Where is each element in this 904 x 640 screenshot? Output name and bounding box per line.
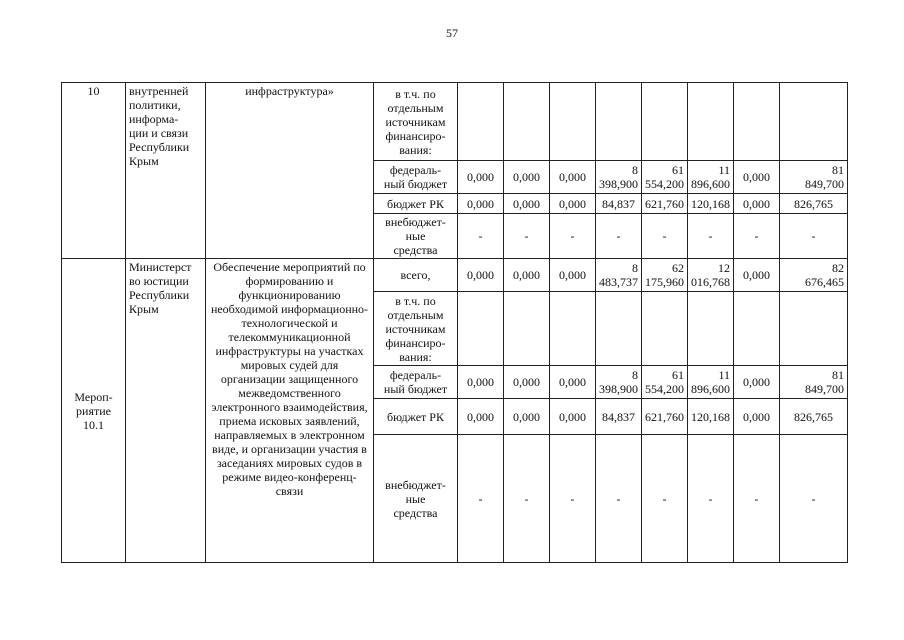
- event-name-cell: инфраструктура»: [206, 83, 374, 259]
- amount-cell: [780, 292, 848, 366]
- amount-cell: 0,000: [734, 399, 780, 435]
- amount-cell: 826,765: [780, 194, 848, 214]
- funding-source-cell: бюджет РК: [374, 194, 458, 214]
- amount-cell: 0,000: [550, 259, 596, 292]
- amount-cell: 0,000: [458, 194, 504, 214]
- amount-cell: [596, 83, 642, 161]
- amount-cell: 0,000: [504, 259, 550, 292]
- amount-cell: 621,760: [642, 399, 688, 435]
- amount-cell: 62 175,960: [642, 259, 688, 292]
- amount-cell: -: [780, 214, 848, 259]
- amount-cell: 61 554,200: [642, 366, 688, 399]
- amount-cell: 81 849,700: [780, 366, 848, 399]
- amount-cell: 0,000: [458, 161, 504, 194]
- amount-cell: [642, 83, 688, 161]
- amount-cell: [550, 292, 596, 366]
- amount-cell: 82 676,465: [780, 259, 848, 292]
- amount-cell: 0,000: [734, 366, 780, 399]
- amount-cell: 8 398,900: [596, 161, 642, 194]
- amount-cell: [504, 292, 550, 366]
- amount-cell: 11 896,600: [688, 161, 734, 194]
- amount-cell: -: [688, 435, 734, 563]
- amount-cell: [734, 83, 780, 161]
- row-number-cell: 10: [62, 83, 126, 259]
- table-row: [62, 83, 848, 161]
- amount-cell: -: [734, 214, 780, 259]
- amount-cell: [458, 83, 504, 161]
- amount-cell: -: [642, 214, 688, 259]
- amount-cell: 12 016,768: [688, 259, 734, 292]
- amount-cell: -: [596, 435, 642, 563]
- amount-cell: 61 554,200: [642, 161, 688, 194]
- table-row: [62, 259, 848, 292]
- amount-cell: 826,765: [780, 399, 848, 435]
- amount-cell: 81 849,700: [780, 161, 848, 194]
- amount-cell: [458, 292, 504, 366]
- funding-source-cell: федераль- ный бюджет: [374, 366, 458, 399]
- funding-source-cell: внебюджет- ные средства: [374, 435, 458, 563]
- amount-cell: [688, 292, 734, 366]
- amount-cell: [734, 292, 780, 366]
- amount-cell: -: [734, 435, 780, 563]
- amount-cell: 0,000: [550, 161, 596, 194]
- amount-cell: 120,168: [688, 194, 734, 214]
- funding-source-cell: бюджет РК: [374, 399, 458, 435]
- funding-source-cell: федераль- ный бюджет: [374, 161, 458, 194]
- amount-cell: -: [504, 214, 550, 259]
- amount-cell: -: [642, 435, 688, 563]
- amount-cell: -: [550, 214, 596, 259]
- amount-cell: [780, 83, 848, 161]
- amount-cell: [688, 83, 734, 161]
- amount-cell: 84,837: [596, 399, 642, 435]
- amount-cell: 0,000: [550, 366, 596, 399]
- amount-cell: 0,000: [458, 399, 504, 435]
- amount-cell: -: [780, 435, 848, 563]
- amount-cell: 0,000: [458, 366, 504, 399]
- amount-cell: 0,000: [504, 161, 550, 194]
- amount-cell: 11 896,600: [688, 366, 734, 399]
- funding-source-cell: внебюджет- ные средства: [374, 214, 458, 259]
- funding-source-cell: всего,: [374, 259, 458, 292]
- event-name-cell: Обеспечение мероприятий по формированию и функционированию необходимой информационно-технологической и телекоммуникационной инфраструктуры на участках мировых судей для организации защищенного межведомственного электронного взаимодействия, приема исковых заявлений, направляемых в электронном виде, и организации участия в заседаниях мировых судов в режиме видео-конференц-связи: [206, 259, 374, 563]
- executor-cell: внутренней политики, информа- ции и связи Республики Крым: [126, 83, 206, 259]
- amount-cell: 0,000: [734, 259, 780, 292]
- amount-cell: -: [688, 214, 734, 259]
- amount-cell: [504, 83, 550, 161]
- amount-cell: -: [550, 435, 596, 563]
- amount-cell: -: [504, 435, 550, 563]
- amount-cell: 0,000: [504, 366, 550, 399]
- amount-cell: -: [596, 214, 642, 259]
- amount-cell: 8 398,900: [596, 366, 642, 399]
- amount-cell: 621,760: [642, 194, 688, 214]
- amount-cell: 0,000: [550, 399, 596, 435]
- amount-cell: -: [458, 435, 504, 563]
- page-number: 57: [446, 26, 458, 40]
- amount-cell: -: [458, 214, 504, 259]
- amount-cell: 0,000: [504, 194, 550, 214]
- budget-table-body: [62, 83, 848, 563]
- funding-source-cell: в т.ч. по отдельным источникам финансиро- вания:: [374, 292, 458, 366]
- amount-cell: [596, 292, 642, 366]
- amount-cell: 84,837: [596, 194, 642, 214]
- amount-cell: [550, 83, 596, 161]
- budget-table: [61, 82, 848, 563]
- executor-cell: Министерст во юстиции Республики Крым: [126, 259, 206, 563]
- row-number-cell: Мероп- риятие 10.1: [62, 259, 126, 563]
- amount-cell: 0,000: [734, 161, 780, 194]
- amount-cell: 0,000: [504, 399, 550, 435]
- amount-cell: 0,000: [550, 194, 596, 214]
- amount-cell: 120,168: [688, 399, 734, 435]
- amount-cell: 0,000: [458, 259, 504, 292]
- funding-source-cell: в т.ч. по отдельным источникам финансиро- вания:: [374, 83, 458, 161]
- amount-cell: 0,000: [734, 194, 780, 214]
- amount-cell: [642, 292, 688, 366]
- amount-cell: 8 483,737: [596, 259, 642, 292]
